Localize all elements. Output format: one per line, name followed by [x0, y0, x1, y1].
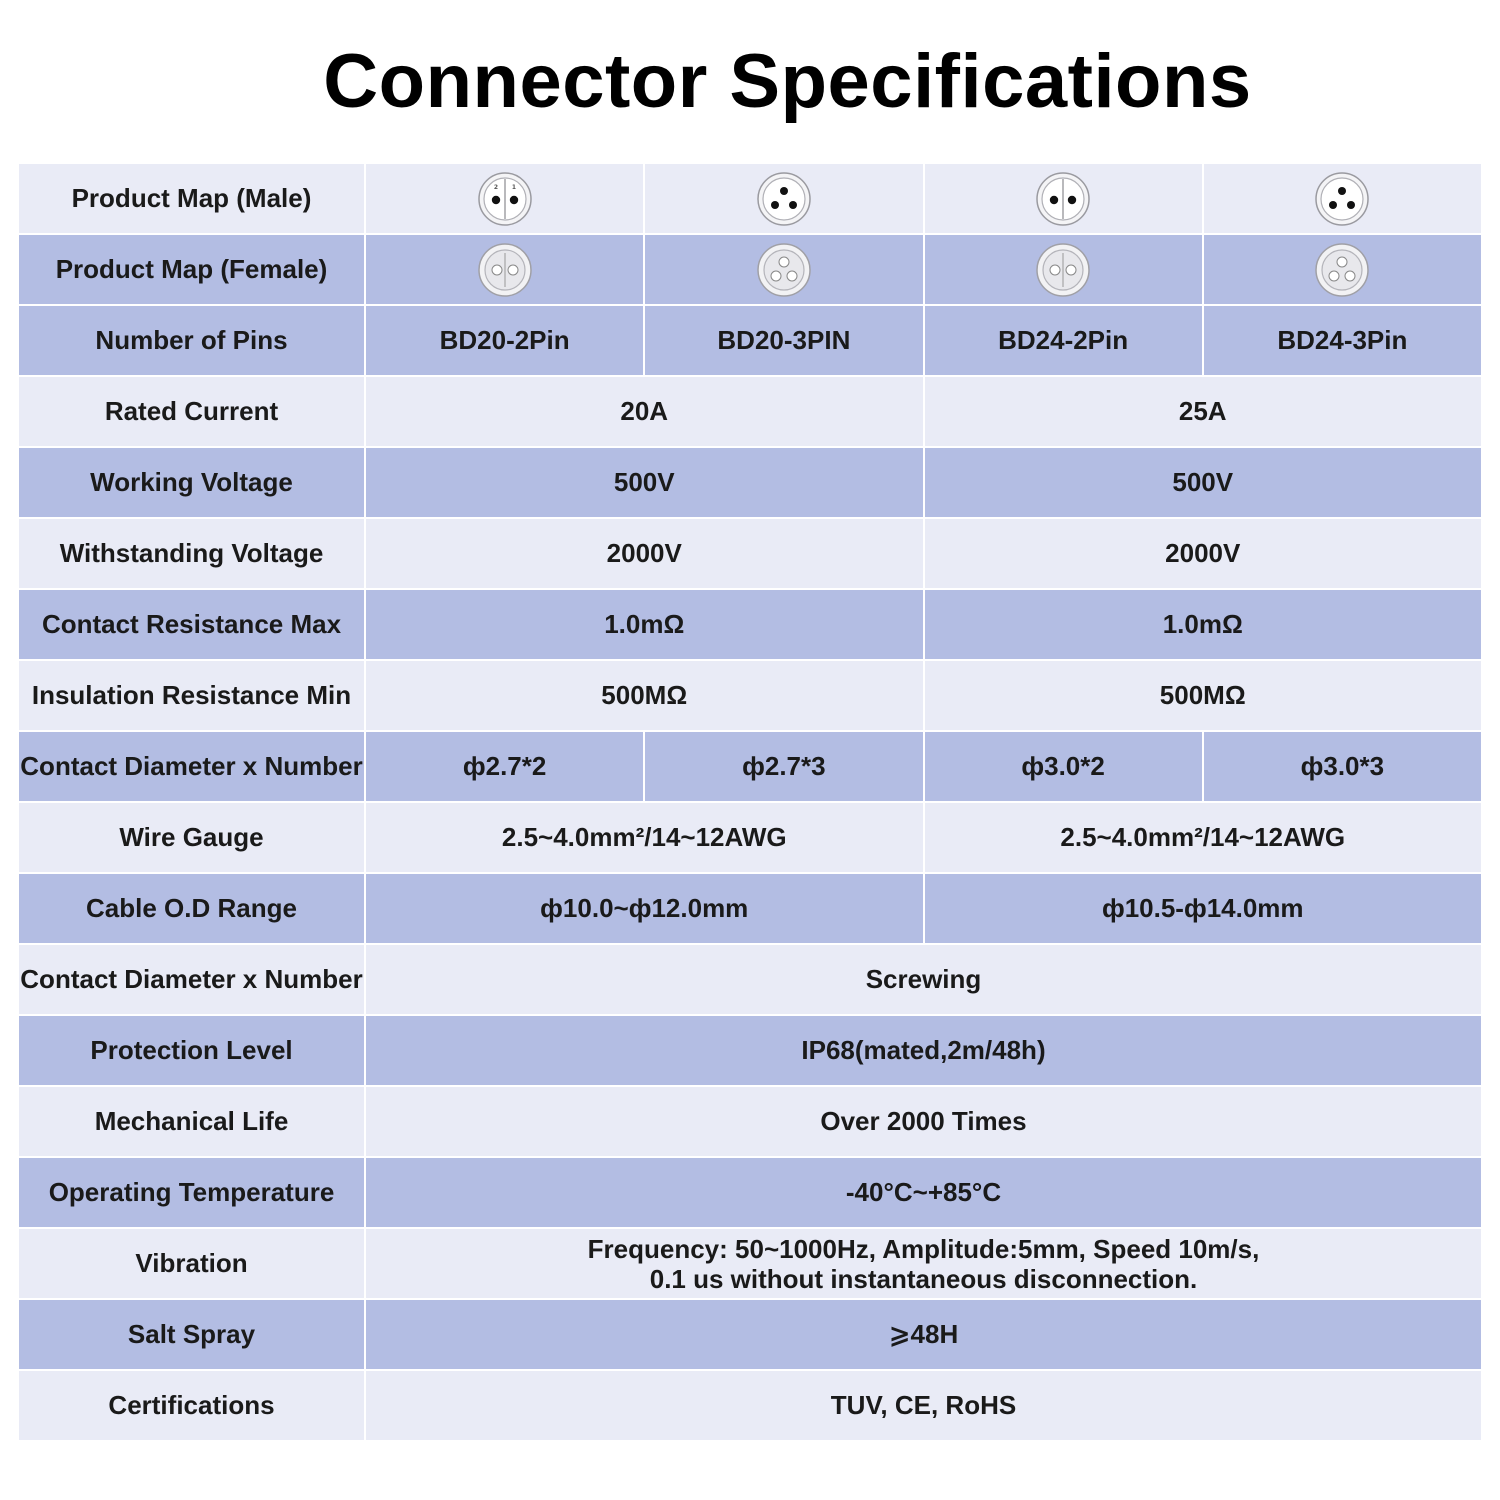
row-wire-gauge: [19, 803, 1481, 872]
female-map-cell: [925, 235, 1202, 304]
insulation-resistance-cell: 500MΩ: [366, 661, 923, 730]
contact-diameter-cell: ф3.0*3: [1204, 732, 1481, 801]
row-label: Contact Resistance Max: [19, 590, 364, 659]
contact-resistance-cell: 1.0mΩ: [925, 590, 1482, 659]
mechanical-life-cell: Over 2000 Times: [366, 1087, 1481, 1156]
row-rated-current: [19, 377, 1481, 446]
row-label: Protection Level: [19, 1016, 364, 1085]
row-withstanding-voltage: [19, 519, 1481, 588]
row-mechanical-life: [19, 1087, 1481, 1156]
operating-temp-cell: -40°C~+85°C: [366, 1158, 1481, 1227]
row-label: Number of Pins: [19, 306, 364, 375]
male-map-cell: [645, 164, 922, 233]
wire-gauge-cell: 2.5~4.0mm²/14~12AWG: [366, 803, 923, 872]
svg-text:1: 1: [511, 183, 516, 191]
rated-current-cell: 20A: [366, 377, 923, 446]
row-label: Salt Spray: [19, 1300, 364, 1369]
female-map-cell: [366, 235, 643, 304]
row-salt-spray: [19, 1300, 1481, 1369]
pins-cell: BD20-3PIN: [645, 306, 922, 375]
row-label: Operating Temperature: [19, 1158, 364, 1227]
female-3pin-icon: [1313, 241, 1371, 299]
row-label: Product Map (Male): [19, 164, 364, 233]
female-map-cell: [1204, 235, 1481, 304]
contact-diameter-cell: ф3.0*2: [925, 732, 1202, 801]
row-insulation-resistance: [19, 661, 1481, 730]
row-label: Contact Diameter x Number: [19, 732, 364, 801]
svg-text:2: 2: [493, 183, 498, 191]
row-label: Wire Gauge: [19, 803, 364, 872]
cable-od-cell: ф10.0~ф12.0mm: [366, 874, 923, 943]
cable-od-cell: ф10.5-ф14.0mm: [925, 874, 1482, 943]
withstanding-voltage-cell: 2000V: [366, 519, 923, 588]
row-male-map: [19, 164, 1481, 233]
wire-gauge-cell: 2.5~4.0mm²/14~12AWG: [925, 803, 1482, 872]
vibration-line-2: 0.1 us without instantaneous disconnection.: [649, 1263, 1198, 1294]
row-label: Product Map (Female): [19, 235, 364, 304]
pins-cell: BD24-3Pin: [1204, 306, 1481, 375]
row-connection: [19, 945, 1481, 1014]
rated-current-cell: 25A: [925, 377, 1482, 446]
female-2pin-icon: [476, 241, 534, 299]
salt-spray-cell: ⩾48H: [366, 1300, 1481, 1369]
male-2pin-icon: [1034, 170, 1092, 228]
certifications-cell: TUV, CE, RoHS: [366, 1371, 1481, 1440]
female-3pin-icon: [755, 241, 813, 299]
female-2pin-icon: [1034, 241, 1092, 299]
insulation-resistance-cell: 500MΩ: [925, 661, 1482, 730]
male-3pin-icon: [755, 170, 813, 228]
row-label: Withstanding Voltage: [19, 519, 364, 588]
contact-diameter-cell: ф2.7*2: [366, 732, 643, 801]
vibration-line-1: Frequency: 50~1000Hz, Amplitude:5mm, Speed 10m/s,: [587, 1233, 1260, 1264]
male-3pin-icon: [1313, 170, 1371, 228]
page-title: Connector Specifications: [323, 39, 1252, 124]
row-female-map: [19, 235, 1481, 304]
row-certifications: [19, 1371, 1481, 1440]
row-vibration: [19, 1229, 1481, 1298]
row-contact-resistance: [19, 590, 1481, 659]
male-2pin-icon: [476, 170, 534, 228]
working-voltage-cell: 500V: [925, 448, 1482, 517]
row-cable-od: [19, 874, 1481, 943]
row-label: Certifications: [19, 1371, 364, 1440]
contact-resistance-cell: 1.0mΩ: [366, 590, 923, 659]
row-number-of-pins: [19, 306, 1481, 375]
male-map-cell: [1204, 164, 1481, 233]
row-label: Mechanical Life: [19, 1087, 364, 1156]
vibration-cell: [366, 1229, 1481, 1298]
row-label: Cable O.D Range: [19, 874, 364, 943]
row-working-voltage: [19, 448, 1481, 517]
row-label: Insulation Resistance Min: [19, 661, 364, 730]
male-map-cell: [366, 164, 643, 233]
male-map-cell: [925, 164, 1202, 233]
contact-diameter-cell: ф2.7*3: [645, 732, 922, 801]
spec-table: [17, 162, 1483, 1442]
withstanding-voltage-cell: 2000V: [925, 519, 1482, 588]
protection-cell: IP68(mated,2m/48h): [366, 1016, 1481, 1085]
row-label: Contact Diameter x Number: [19, 945, 364, 1014]
connection-cell: Screwing: [366, 945, 1481, 1014]
row-operating-temperature: [19, 1158, 1481, 1227]
pins-cell: BD20-2Pin: [366, 306, 643, 375]
row-contact-diameter: [19, 732, 1481, 801]
row-protection-level: [19, 1016, 1481, 1085]
female-map-cell: [645, 235, 922, 304]
row-label: Rated Current: [19, 377, 364, 446]
working-voltage-cell: 500V: [366, 448, 923, 517]
row-label: Vibration: [19, 1229, 364, 1298]
pins-cell: BD24-2Pin: [925, 306, 1202, 375]
row-label: Working Voltage: [19, 448, 364, 517]
